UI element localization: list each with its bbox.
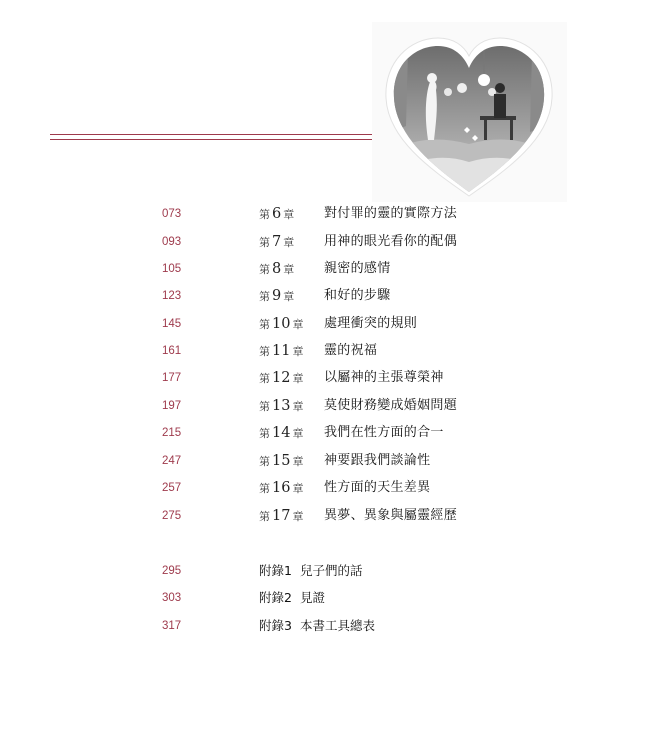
page-number: 197: [162, 400, 182, 412]
toc-row[interactable]: [0, 314, 650, 334]
toc-row[interactable]: [0, 396, 650, 416]
page-number: 295: [162, 565, 182, 577]
chapter-title: 以屬神的主張尊榮神: [324, 370, 444, 385]
toc-row[interactable]: [0, 286, 650, 306]
appendix-title: 見證: [299, 590, 325, 605]
appendix-label: 附錄1 兒子們的話: [259, 563, 363, 578]
chapter-label: 第 8 章: [259, 261, 295, 277]
chapter-title: 我們在性方面的合一: [324, 425, 444, 440]
appendix-row[interactable]: [0, 588, 650, 608]
chapter-label: 第 9 章: [259, 288, 295, 304]
page-number: 247: [162, 455, 182, 467]
chapter-label: 第 7 章: [259, 234, 295, 250]
appendix-label: 附錄3 本書工具總表: [259, 618, 375, 633]
page-number: 317: [162, 620, 182, 632]
toc-row[interactable]: [0, 478, 650, 498]
appendix-title: 兒子們的話: [299, 563, 363, 578]
toc-row[interactable]: [0, 451, 650, 471]
chapter-label: 第 10 章: [259, 316, 304, 332]
page-number: 177: [162, 372, 182, 384]
appendix-row[interactable]: [0, 616, 650, 636]
appendix-row[interactable]: [0, 561, 650, 581]
chapter-title: 處理衝突的規則: [324, 316, 418, 331]
toc-row[interactable]: [0, 368, 650, 388]
toc-row[interactable]: [0, 259, 650, 279]
toc-row[interactable]: [0, 423, 650, 443]
chapter-label: 第 17 章: [259, 508, 304, 524]
chapter-label: 第 6 章: [259, 206, 295, 222]
page-number: 215: [162, 427, 182, 439]
toc-row[interactable]: [0, 232, 650, 252]
chapter-label: 第 12 章: [259, 370, 304, 386]
chapter-title: 用神的眼光看你的配偶: [324, 234, 458, 249]
chapter-label: 第 16 章: [259, 480, 304, 496]
chapter-title: 和好的步驟: [324, 288, 391, 303]
chapter-label: 第 13 章: [259, 398, 304, 414]
chapter-title: 神要跟我們談論性: [324, 453, 431, 468]
chapter-title: 親密的感情: [324, 261, 391, 276]
appendix-label: 附錄2 見證: [259, 590, 325, 605]
page-number: 093: [162, 236, 182, 248]
page-number: 145: [162, 318, 182, 330]
toc-row[interactable]: [0, 341, 650, 361]
chapter-title: 性方面的天生差異: [324, 480, 431, 495]
page-number: 161: [162, 345, 182, 357]
page-number: 105: [162, 263, 182, 275]
chapter-label: 第 15 章: [259, 453, 304, 469]
chapter-title: 對付罪的靈的實際方法: [324, 206, 458, 221]
chapter-label: 第 11 章: [259, 343, 304, 359]
page-number: 303: [162, 592, 182, 604]
chapter-title: 異夢、異象與屬靈經歷: [324, 508, 458, 523]
page-number: 257: [162, 482, 182, 494]
page-number: 123: [162, 290, 182, 302]
appendix-title: 本書工具總表: [299, 618, 375, 633]
toc-row[interactable]: [0, 506, 650, 526]
page-number: 275: [162, 510, 182, 522]
page-number: 073: [162, 208, 182, 220]
toc-row[interactable]: [0, 204, 650, 224]
chapter-title: 莫使財務變成婚姻問題: [324, 398, 458, 413]
chapter-label: 第 14 章: [259, 425, 304, 441]
chapter-title: 靈的祝福: [324, 343, 378, 358]
